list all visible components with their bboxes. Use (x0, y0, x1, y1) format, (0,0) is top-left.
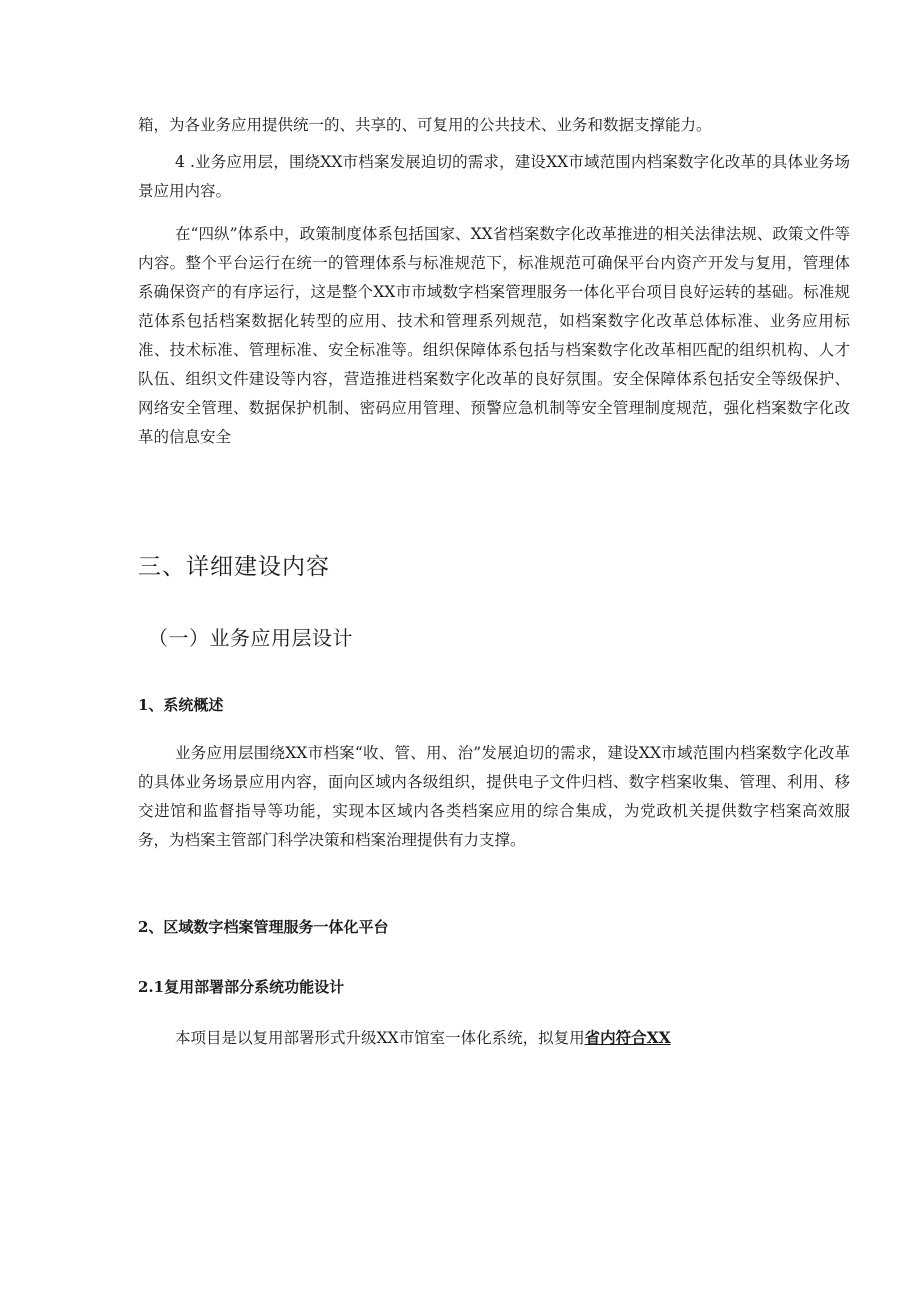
paragraph-four-vertical-systems: 在“四纵”体系中，政策制度体系包括国家、XX省档案数字化改革推进的相关法律法规、政策文件等内容。整个平台运行在统一的管理体系与标准规范下，标准规范可确保平台内资产开发与复用，管理体系确保资产的有序运行，这是整个XX市市域数字档案管理服务一体化平台项目良好运转的基础。标准规范体系包括档案数据化转型的应用、技术和管理系列规范，如档案数字化改革总体标准、业务应用标准、技术标准、管理标准、安全标准等。组织保障体系包括与档案数字化改革相匹配的组织机构、人才队伍、组织文件建设等内容，营造推进档案数字化改革的良好氛围。安全保障体系包括安全等级保护、网络安全管理、数据保护机制、密码应用管理、预警应急机制等安全管理制度规范，强化档案数字化改革的信息安全 (138, 225, 850, 446)
paragraph-system-overview: 业务应用层围绕XX市档案“收、管、用、治”发展迫切的需求，建设XX市域范围内档案数字化改革的具体业务场景应用内容，面向区域内各级组织，提供电子文件归档、数字档案收集、管理、利用、移交进馆和监督指导等功能，实现本区域内各类档案应用的综合集成，为党政机关提供数字档案高效服务，为档案主管部门科学决策和档案治理提供有力支撑。 (138, 744, 850, 849)
heading-regional-platform: 2、区域数字档案管理服务一体化平台 (138, 918, 389, 936)
paragraph-business-application-layer: 4 .业务应用层，围绕XX市档案发展迫切的需求，建设XX市域范围内档案数字化改革的具体业务场景应用内容。 (138, 153, 850, 200)
paragraph-reuse-text: 本项目是以复用部署形式升级XX市馆室一体化系统，拟复用 (175, 1029, 585, 1047)
paragraph-reuse-underlined-text: 省内符合XX (584, 1028, 671, 1047)
section-heading-detailed-content: 三、详细建设内容 (138, 554, 330, 580)
paragraph-reuse-deployment (138, 1023, 850, 1053)
heading-reuse-deployment-design: 2.1复用部署部分系统功能设计 (138, 978, 345, 996)
paragraph-support-capability: 箱，为各业务应用提供统一的、共享的、可复用的公共技术、业务和数据支撑能力。 (138, 116, 712, 134)
heading-system-overview: 1、系统概述 (138, 696, 224, 714)
subsection-heading-business-layer-design: （一）业务应用层设计 (148, 626, 353, 650)
